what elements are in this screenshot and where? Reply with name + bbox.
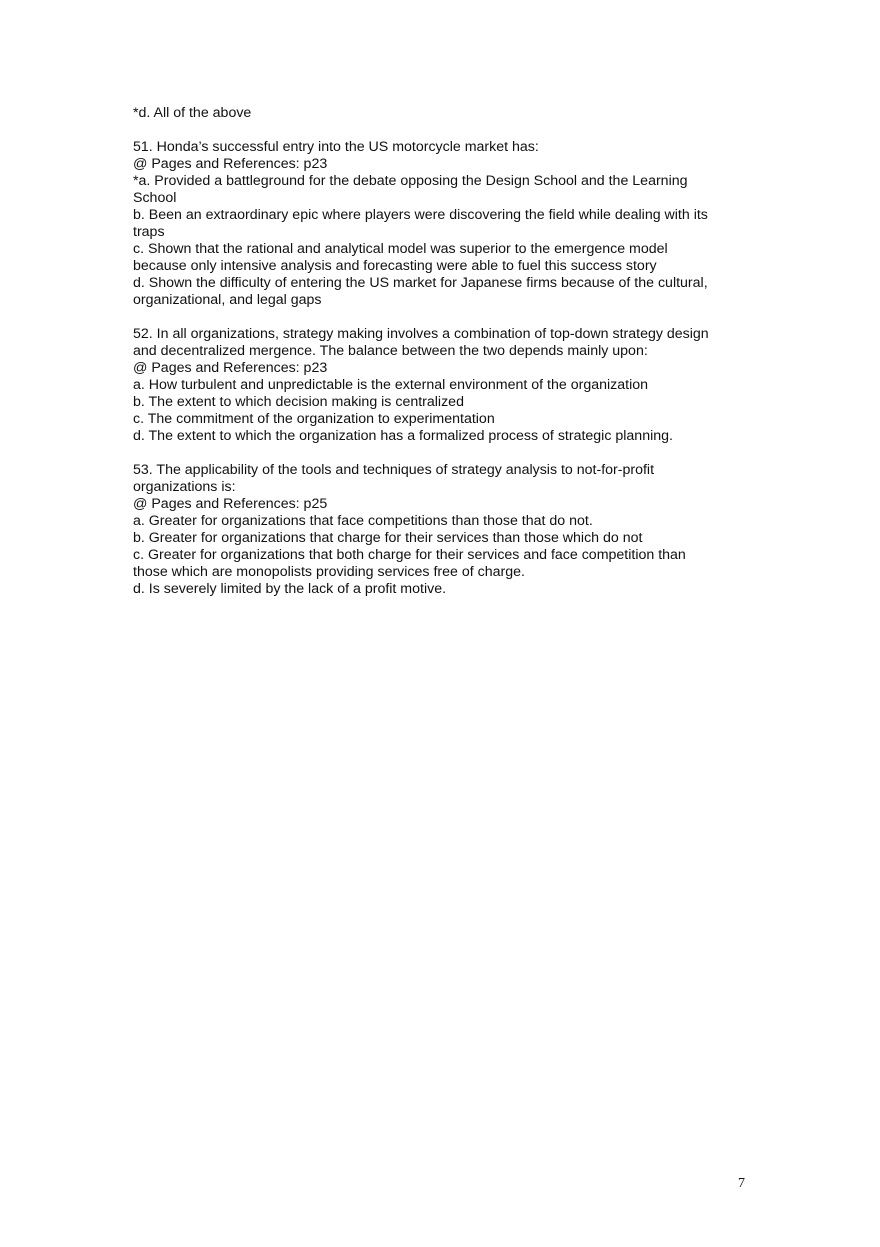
previous-answer-line: *d. All of the above	[133, 105, 252, 121]
question-51	[133, 139, 745, 309]
question-53-option-b: b. Greater for organizations that charge for their services than those which do not	[133, 530, 643, 546]
question-51-stem: 51. Honda’s successful entry into the US motorcycle market has:	[133, 139, 539, 155]
question-51-option-d-cont: organizational, and legal gaps	[133, 292, 322, 308]
question-51-option-a-cont: School	[133, 190, 177, 206]
document-body	[133, 105, 745, 598]
question-52-option-b: b. The extent to which decision making is centralized	[133, 394, 464, 410]
question-53-option-a: a. Greater for organizations that face competitions than those that do not.	[133, 513, 593, 529]
question-52	[133, 326, 745, 445]
question-53	[133, 462, 745, 598]
question-51-option-b: b. Been an extraordinary epic where players were discovering the field while dealing with its	[133, 207, 708, 223]
question-53-option-c: c. Greater for organizations that both charge for their services and face competition than	[133, 547, 686, 563]
question-51-option-c-cont: because only intensive analysis and forecasting were able to fuel this success story	[133, 258, 657, 274]
question-52-option-a: a. How turbulent and unpredictable is the external environment of the organization	[133, 377, 649, 393]
question-53-option-d: d. Is severely limited by the lack of a profit motive.	[133, 581, 447, 597]
question-52-option-c: c. The commitment of the organization to experimentation	[133, 411, 495, 427]
question-53-reference: @ Pages and References: p25	[133, 496, 328, 512]
question-51-option-a: *a. Provided a battleground for the debate opposing the Design School and the Learning	[133, 173, 688, 189]
question-53-stem-cont: organizations is:	[133, 479, 236, 495]
question-51-reference: @ Pages and References: p23	[133, 156, 328, 172]
page-number: 7	[738, 1176, 745, 1191]
question-52-option-d: d. The extent to which the organization has a formalized process of strategic planning.	[133, 428, 673, 444]
question-51-option-d: d. Shown the difficulty of entering the US market for Japanese firms because of the cultural,	[133, 275, 708, 291]
question-51-option-b-cont: traps	[133, 224, 165, 240]
question-51-option-c: c. Shown that the rational and analytical model was superior to the emergence model	[133, 241, 668, 257]
question-53-option-c-cont: those which are monopolists providing services free of charge.	[133, 564, 525, 580]
question-53-stem: 53. The applicability of the tools and techniques of strategy analysis to not-for-profit	[133, 462, 655, 478]
question-52-stem: 52. In all organizations, strategy making involves a combination of top-down strategy design	[133, 326, 709, 342]
question-52-reference: @ Pages and References: p23	[133, 360, 328, 376]
question-52-stem-cont: and decentralized mergence. The balance between the two depends mainly upon:	[133, 343, 648, 359]
